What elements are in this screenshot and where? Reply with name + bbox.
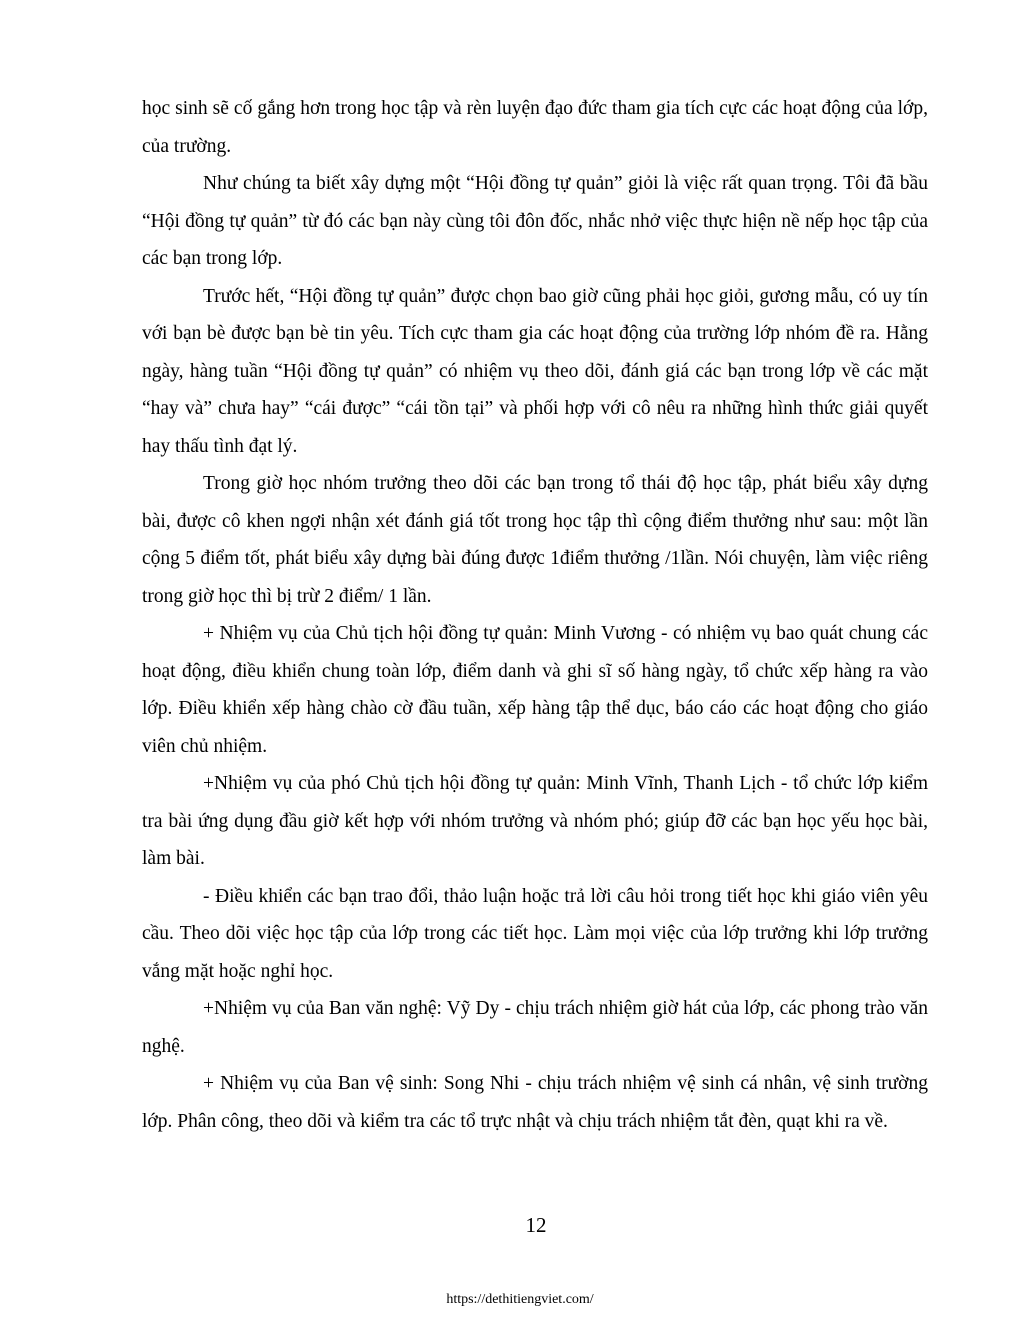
paragraph-9: + Nhiệm vụ của Ban vệ sinh: Song Nhi - chịu trách nhiệm vệ sinh cá nhân, vệ sinh trường lớp. Phân công, theo dõi và kiểm tra các tổ trực nhật và chịu trách nhiệm tắt đèn, quạt khi ra về. — [142, 1073, 928, 1132]
document-body — [142, 90, 928, 1140]
paragraph-6: +Nhiệm vụ của phó Chủ tịch hội đồng tự quản: Minh Vĩnh, Thanh Lịch - tổ chức lớp kiểm tra bài ứng dụng đầu giờ kết hợp với nhóm trưởng và nhóm phó; giúp đỡ các bạn học yếu học bài, làm bài. — [142, 773, 928, 869]
paragraph-2: Như chúng ta biết xây dựng một “Hội đồng tự quản” giỏi là việc rất quan trọng. Tôi đã bầu “Hội đồng tự quản” từ đó các bạn này cùng tôi đôn đốc, nhắc nhở việc thực hiện nề nếp học tập của các bạn trong lớp. — [142, 173, 928, 269]
paragraph-8: +Nhiệm vụ của Ban văn nghệ: Vỹ Dy - chịu trách nhiệm giờ hát của lớp, các phong trào văn nghệ. — [142, 998, 928, 1057]
page-number: 12 — [525, 1213, 547, 1237]
paragraph-7: - Điều khiển các bạn trao đổi, thảo luận hoặc trả lời câu hỏi trong tiết học khi giáo viên yêu cầu. Theo dõi việc học tập của lớp trong các tiết học. Làm mọi việc của lớp trưởng khi lớp trưởng vắng mặt hoặc nghỉ học. — [142, 885, 928, 982]
paragraph-1: học sinh sẽ cố gắng hơn trong học tập và rèn luyện đạo đức tham gia tích cực các hoạt động của lớp, của trường. — [142, 98, 928, 157]
paragraph-5: + Nhiệm vụ của Chủ tịch hội đồng tự quản: Minh Vương - có nhiệm vụ bao quát chung các hoạt động, điều khiển chung toàn lớp, điểm danh và ghi sĩ số hàng ngày, tổ chức xếp hàng ra vào lớp. Điều khiển xếp hàng chào cờ đầu tuần, xếp hàng tập thể dục, báo cáo các hoạt động cho giáo viên chủ nhiệm. — [142, 623, 928, 757]
paragraph-4: Trong giờ học nhóm trưởng theo dõi các bạn trong tổ thái độ học tập, phát biểu xây dựng bài, được cô khen ngợi nhận xét đánh giá tốt trong học tập thì cộng điểm thưởng như sau: một lần cộng 5 điểm tốt, phát biểu xây dựng bài đúng được 1điểm thưởng /1lần. Nói chuyện, làm việc riêng trong giờ học thì bị trừ 2 điểm/ 1 lần. — [142, 473, 928, 607]
paragraph-3: Trước hết, “Hội đồng tự quản” được chọn bao giờ cũng phải học giỏi, gương mẫu, có uy tín với bạn bè được bạn bè tin yêu. Tích cực tham gia các hoạt động của trường lớp nhóm đề ra. Hằng ngày, hàng tuần “Hội đồng tự quản” có nhiệm vụ theo dõi, đánh giá các bạn trong lớp về các mặt “hay và” chưa hay” “cái được” “cái tồn tại” và phối hợp với cô nêu ra những hình thức giải quyết hay thấu tình đạt lý. — [142, 285, 928, 457]
footer-url[interactable]: https://dethitiengviet.com/ — [446, 1292, 594, 1307]
